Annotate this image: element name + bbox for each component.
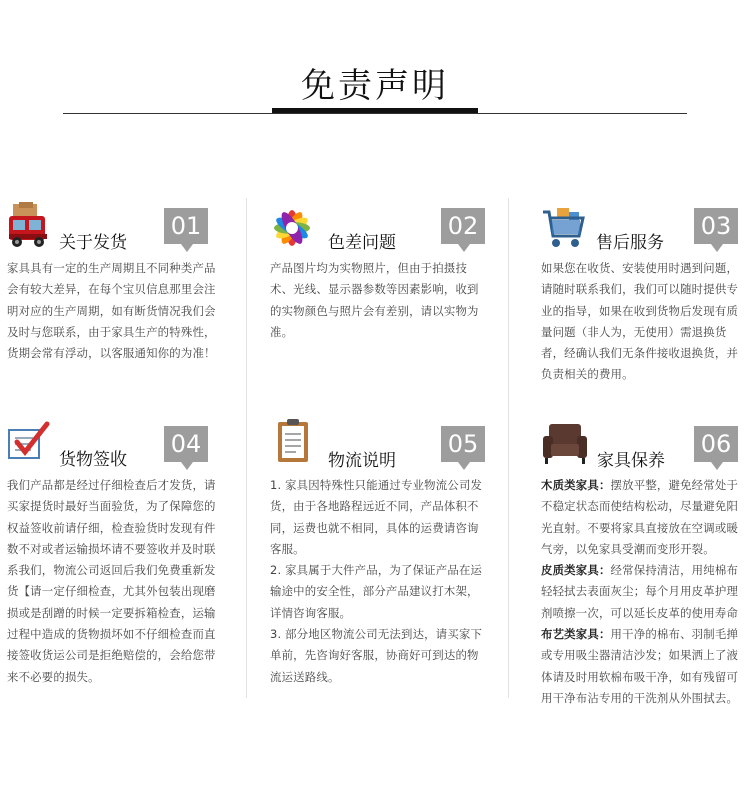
care-section-label: 木质类家具：	[541, 478, 611, 492]
list-item: 2. 家具属于大件产品，为了保证产品在运输途中的安全性，部分产品建议打木架，详情咨询客服。	[270, 563, 483, 620]
care-section	[541, 560, 747, 624]
checkmark-sign-icon	[7, 420, 51, 464]
card-paragraph: 家具具有一定的生产周期且不同种类产品会有较大差异，在每个宝贝信息那里会注明对应的生产周期，如有断货情况我们会及时与您联系，由于家具生产的特殊性，货期会常有浮动，以客服通知你的为准！	[7, 261, 216, 361]
card-number-badge: 06	[694, 426, 738, 462]
card-text	[541, 475, 747, 709]
card-paragraph: 如果您在收货、安装使用时遇到问题，请随时联系我们，我们可以随时提供专业的指导，如果在收到货物后发现有质量问题（非人为，无使用）需退换货者，经确认我们无条件接收退换货，并负责相关的费用。	[541, 261, 739, 382]
card-heading: 家具保养	[597, 451, 665, 471]
card-text	[270, 475, 484, 688]
list-item: 1. 家具因特殊性只能通过专业物流公司发货，由于各地路程远近不同，产品体积不同，运费也就不相同，具体的运费请咨询客服。	[270, 478, 483, 556]
care-section-label: 布艺类家具：	[541, 627, 611, 642]
armchair-icon	[541, 422, 585, 466]
care-section-label: 皮质类家具：	[541, 563, 611, 578]
care-section	[541, 475, 747, 560]
care-section-text: 用干净的棉布、羽制毛掸或专用吸尘器清洁沙发；如果洒上了液体请及时用软棉布吸干净，如有残留可用干净布沾专用的干洗剂从外围拭去。	[541, 627, 739, 705]
card-number-badge: 04	[164, 426, 208, 462]
card-text	[541, 258, 745, 386]
card-text	[7, 475, 222, 688]
list-item: 3. 部分地区物流公司无法到达，请买家下单前，先咨询好客服，协商好可到达的物流运送路线。	[270, 627, 483, 684]
color-wheel-icon	[270, 206, 314, 250]
card-text	[270, 258, 485, 343]
card-number-badge: 05	[441, 426, 485, 462]
card-heading: 售后服务	[596, 233, 664, 253]
column-divider	[246, 198, 247, 698]
card-number-badge: 03	[694, 208, 738, 244]
card-paragraph: 产品图片均为实物照片，但由于拍摄技术、光线、显示器参数等因素影响，收到的实物颜色与照片会有差别，请以实物为准。	[270, 261, 479, 339]
card-text	[7, 258, 222, 364]
card-paragraph: 我们产品都是经过仔细检查后才发货，请买家提货时最好当面验货，为了保障您的权益签收前请仔细，检查验货时发现有件数不对或者运输损坏请不要签收并及时联系我们，物流公司返回后我们免费重新发货【请一定仔细检查，尤其外包装出现磨损或是刮蹭的时候一定要拆箱检查，运输过程中造成的货物损坏如不仔细检查而直接签收货运公司是拒绝赔偿的，会给您带来不必要的损失。	[7, 478, 216, 684]
title-rule	[63, 113, 687, 114]
card-number-badge: 02	[441, 208, 485, 244]
care-section-text: 摆放平整，避免经常处于不稳定状态而使结构松动，尽量避免阳光直射。不要将家具直接放在空调或暖气旁，以免家具受潮而变形开裂。	[541, 478, 739, 556]
column-divider	[508, 198, 509, 698]
card-heading: 物流说明	[328, 451, 396, 471]
care-section	[541, 624, 747, 709]
shopping-cart-icon	[541, 206, 585, 250]
delivery-truck-icon	[7, 202, 51, 246]
care-section-text: 经常保持清洁，用纯棉布轻轻拭去表面灰尘；每个月用皮革护理剂喷擦一次，可以延长皮革的使用寿命	[541, 563, 739, 620]
card-heading: 色差问题	[328, 233, 396, 253]
clipboard-icon	[274, 418, 318, 462]
page-title: 免责声明	[301, 66, 449, 106]
card-heading: 关于发货	[59, 233, 127, 253]
card-heading: 货物签收	[59, 450, 127, 470]
card-number-badge: 01	[164, 208, 208, 244]
